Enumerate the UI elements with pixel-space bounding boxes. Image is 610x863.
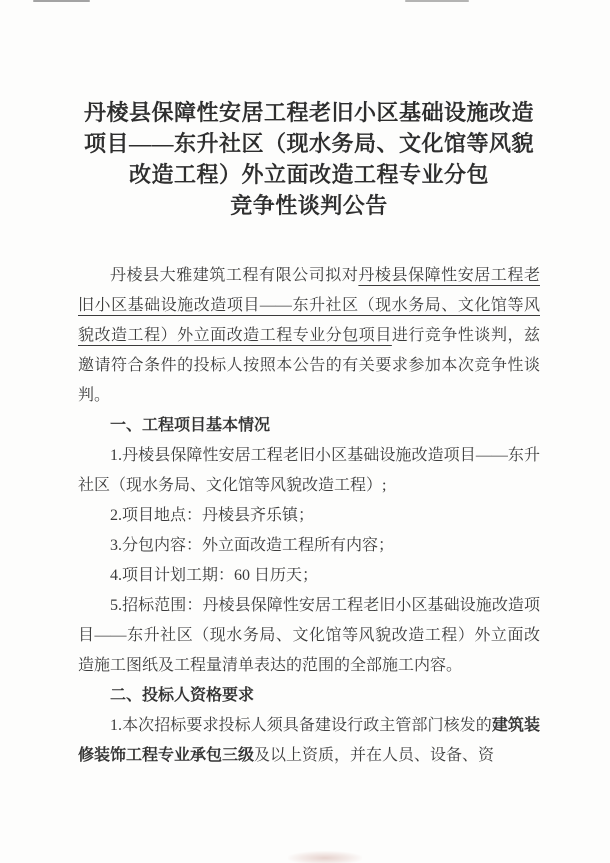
document-body bbox=[78, 261, 540, 771]
project-item-schedule: 4.项目计划工期：60 日历天； bbox=[110, 567, 319, 584]
title-line-2: 项目——东升社区（现水务局、文化馆等风貌 bbox=[83, 131, 534, 156]
intro-underlined-project-name: 丹棱县保障性安居工程老旧小区基础设施改造项目——东升社区（现水务局、文化馆等风貌改造工程）外立面改造工程专业分包项目 bbox=[78, 267, 540, 344]
scan-smudge-bottom bbox=[288, 851, 362, 863]
document-title bbox=[78, 97, 540, 221]
project-item-location: 2.项目地点：丹棱县齐乐镇； bbox=[110, 507, 315, 524]
qualification-paragraph bbox=[78, 711, 540, 771]
section-heading-project-info: 一、工程项目基本情况 bbox=[110, 417, 271, 434]
intro-prefix: 丹棱县大雅建筑工程有限公司拟对 bbox=[110, 267, 359, 284]
section-heading-bidder-qualification: 二、投标人资格要求 bbox=[110, 687, 255, 704]
intro-suffix: 进行竞争性谈判，兹邀请符合条件的投标人按照本公告的有关要求参加本次竞争性谈判。 bbox=[78, 327, 540, 404]
scan-artifact-top-left bbox=[33, 0, 90, 2]
project-item-bid-scope: 5.招标范围：丹棱县保障性安居工程老旧小区基础设施改造项目——东升社区（现水务局、文化馆等风貌改造工程）外立面改造施工图纸及工程量清单表达的范围的全部施工内容。 bbox=[78, 597, 540, 674]
qualification-prefix: 1.本次招标要求投标人须具备建设行政主管部门核发的 bbox=[110, 717, 492, 734]
scan-artifact-top-right bbox=[405, 0, 469, 2]
title-line-3: 改造工程）外立面改造工程专业分包 bbox=[128, 162, 489, 187]
announcement-document bbox=[78, 97, 540, 771]
qualification-suffix: 及以上资质，并在人员、设备、资 bbox=[254, 747, 495, 764]
project-item-name: 1.丹棱县保障性安居工程老旧小区基础设施改造项目——东升社区（现水务局、文化馆等风貌改造工程）; bbox=[78, 447, 540, 494]
title-line-4: 竞争性谈判公告 bbox=[230, 193, 388, 218]
intro-paragraph bbox=[78, 261, 540, 411]
title-line-1: 丹棱县保障性安居工程老旧小区基础设施改造 bbox=[83, 100, 534, 125]
project-item-subcontract-content: 3.分包内容：外立面改造工程所有内容； bbox=[110, 537, 395, 554]
qualification-bold-requirement: 建筑装修装饰工程专业承包三级 bbox=[78, 717, 540, 764]
